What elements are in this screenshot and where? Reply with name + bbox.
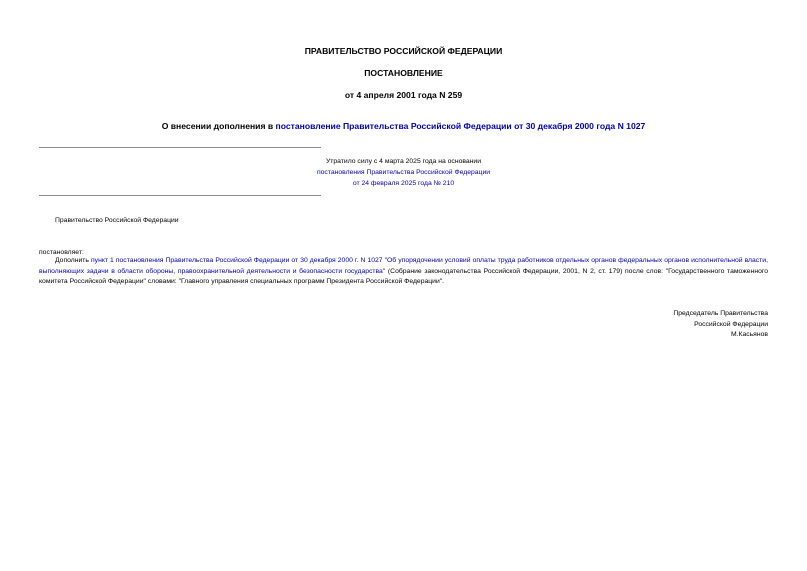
preamble-text: Правительство Российской Федерации: [55, 217, 179, 224]
note-divider-top: [39, 147, 321, 148]
main-paragraph: [39, 256, 768, 288]
document-date-number: от 4 апреля 2001 года N 259: [344, 90, 463, 100]
document-title: [0, 121, 807, 132]
signatory-name: М.Касьянов: [730, 331, 768, 338]
paragraph-start: Дополнить: [55, 257, 91, 264]
signature-title-line2: Российской Федерации: [694, 321, 768, 328]
status-note-line1: Утратило силу с 4 марта 2025 года на основании: [325, 158, 482, 165]
document-title-prefix: О внесении дополнения в: [161, 121, 276, 131]
document-type: ПОСТАНОВЛЕНИЕ: [364, 68, 443, 78]
repealing-resolution-date-link[interactable]: от 24 февраля 2025 года № 210: [352, 180, 455, 187]
note-divider-bottom: [39, 195, 321, 196]
amended-resolution-link[interactable]: постановление Правительства Российской Федерации от 30 декабря 2000 года N 1027: [275, 121, 646, 131]
paragraph-rest: (Собрание законодательства Российской Федерации, 2001, N 2, ст. 179) после слов: "Государственного таможенного комитета Российской Федерации" словами: "Главного управления специальных программ Президента Российской Федерации".: [39, 267, 768, 285]
amended-clause-link[interactable]: пункт 1 постановления Правительства Российской Федерации от 30 декабря 2000 г. N 1027 "Об упорядочении условий оплаты труда работников отдельных органов федеральных органов исполнительной власти, выполняющих задачи в области обороны, правоохранительной деятельности и безопасности государства": [39, 257, 768, 275]
signature-title-line1: Председатель Правительства: [673, 310, 768, 317]
repealing-resolution-link[interactable]: постановления Правительства Российской Федерации: [316, 169, 491, 176]
resolves-text: постановляет:: [39, 249, 84, 256]
government-heading: ПРАВИТЕЛЬСТВО РОССИЙСКОЙ ФЕДЕРАЦИИ: [304, 46, 503, 56]
